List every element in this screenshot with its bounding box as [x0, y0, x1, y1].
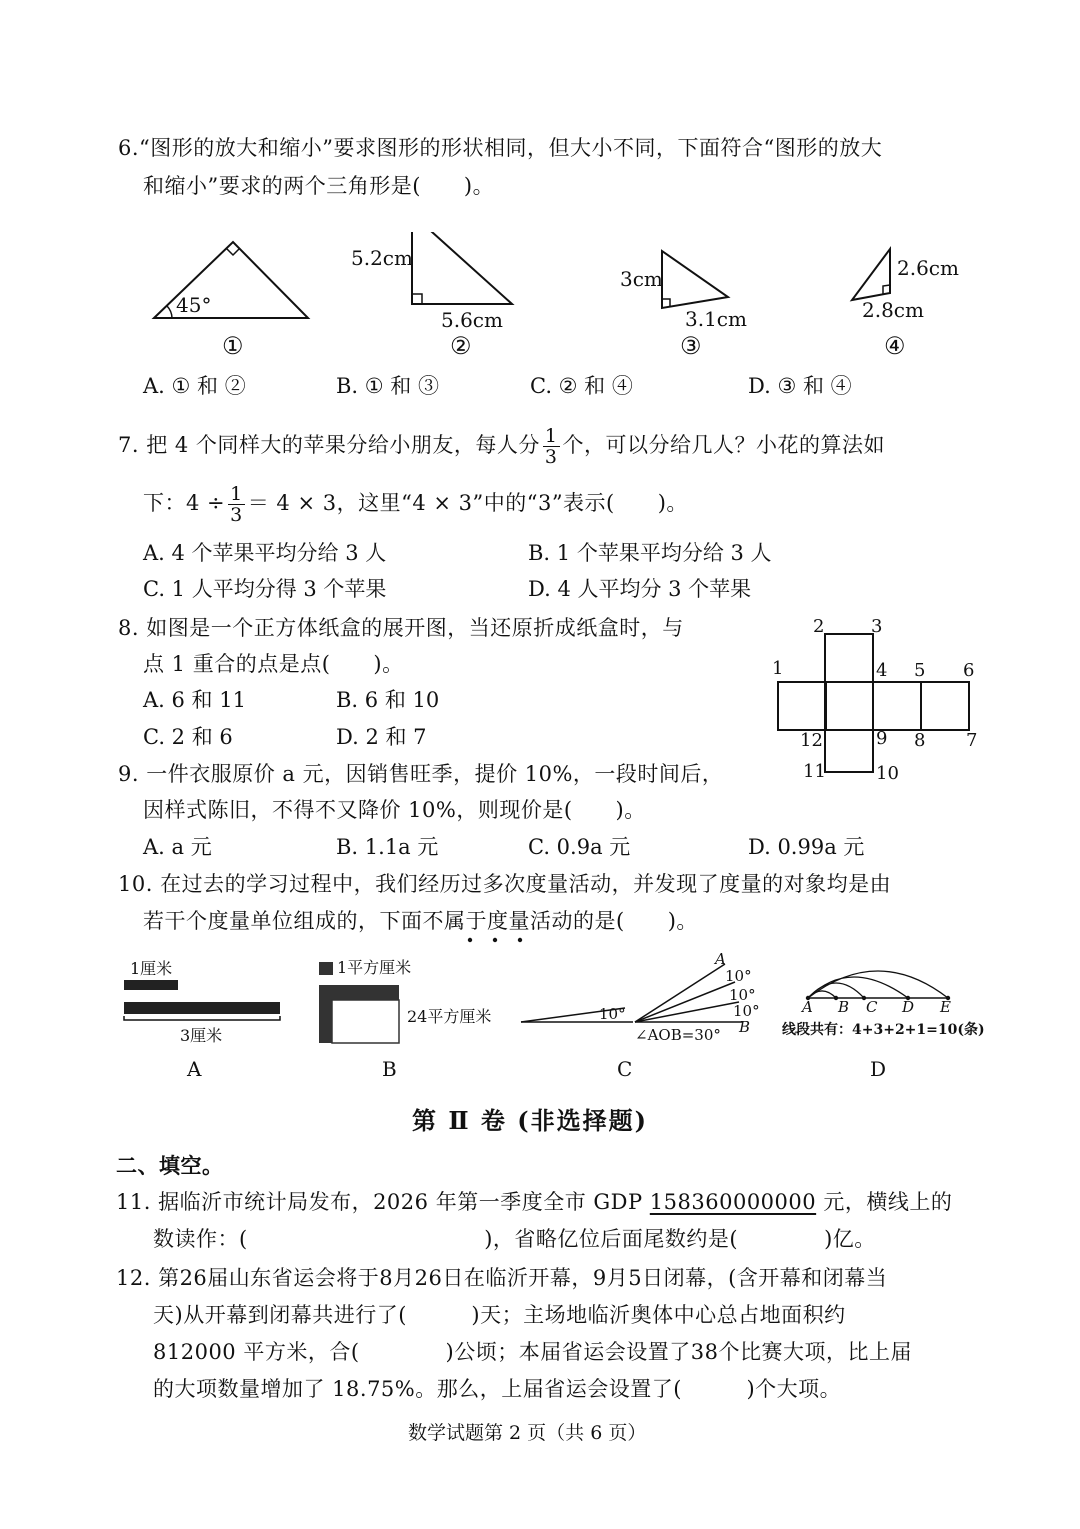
q7-line1-post: 个，可以分给几人？小花的算法如	[562, 433, 886, 457]
fig-a-bottom-label: 3厘米	[180, 1026, 223, 1045]
q10-figure-d	[780, 950, 990, 1045]
q7-option-c: C. 1 人平均分得 3 个苹果	[143, 577, 387, 601]
q12-line2: 天)从开幕到闭幕共进行了( )天；主场地临沂奥体中心总占地面积约	[153, 1303, 846, 1327]
point-10: 10	[876, 763, 899, 784]
q12-line1: 12. 第26届山东省运会将于8月26日在临沂开幕，9月5日闭幕，(含开幕和闭幕当	[116, 1266, 888, 1290]
q11-line2: 数读作：( )，省略亿位后面尾数约是( )亿。	[153, 1227, 876, 1251]
point-6: 6	[963, 660, 975, 681]
part2-title: 第 Ⅱ 卷 (非选择题)	[412, 1106, 649, 1135]
q7-option-a: A. 4 个苹果平均分给 3 人	[143, 541, 387, 565]
fig-c-point-a: A	[715, 950, 726, 968]
tri2-number: ②	[450, 332, 472, 360]
q6-option-b: B. ① 和 ③	[336, 374, 439, 398]
tri1-number: ①	[222, 332, 244, 360]
fig-d-point-d: D	[902, 998, 915, 1016]
fig-c-mark-1: 10°	[725, 967, 752, 985]
triangle-3	[662, 251, 728, 308]
q8-option-c: C. 2 和 6	[143, 725, 233, 749]
q11-line1-post: 元，横线上的	[823, 1190, 953, 1214]
fig-b-area-label: 24平方厘米	[407, 1007, 492, 1026]
fig-d-point-a: A	[802, 998, 813, 1016]
q7-fraction-1	[543, 426, 560, 467]
q9-option-d: D. 0.99a 元	[748, 835, 865, 859]
triangle-2	[412, 232, 512, 304]
q11-line1	[116, 1188, 952, 1216]
q8-line1: 8. 如图是一个正方体纸盒的展开图，当还原折成纸盒时，与	[118, 616, 684, 640]
page-footer: 数学试题第 2 页（共 6 页）	[408, 1422, 647, 1444]
q9-option-b: B. 1.1a 元	[336, 835, 439, 859]
frac-numerator: 1	[544, 425, 558, 447]
q7-line2	[143, 484, 688, 525]
q7-line2-pre: 下：4 ÷	[143, 491, 226, 515]
q10-figure-c	[515, 950, 765, 1045]
q10-figure-a	[118, 958, 288, 1053]
q8-option-b: B. 6 和 10	[336, 688, 440, 712]
point-11: 11	[803, 761, 826, 782]
q7-option-d: D. 4 人平均分 3 个苹果	[528, 577, 752, 601]
fig-b-letter: B	[382, 1057, 397, 1081]
tri3-number: ③	[680, 332, 702, 360]
q9-line1: 9. 一件衣服原价 a 元，因销售旺季，提价 10%，一段时间后，	[118, 762, 724, 786]
tri4-side2: 2.8cm	[862, 298, 924, 322]
fig-c-point-b: B	[739, 1018, 751, 1036]
q6-option-a: A. ① 和 ②	[143, 374, 246, 398]
fig-d-point-e: E	[940, 998, 951, 1016]
fig-d-letter: D	[870, 1057, 887, 1081]
gdp-number: 158360000000	[649, 1190, 817, 1214]
point-3: 3	[871, 616, 883, 637]
section-fill-blank: 二、填空。	[116, 1153, 224, 1178]
fig-c-angle-label: 10°	[599, 1005, 626, 1023]
point-9: 9	[876, 728, 888, 749]
q6-option-d: D. ③ 和 ④	[748, 374, 852, 398]
triangle-4	[852, 249, 890, 300]
q10-line1: 10. 在过去的学习过程中，我们经历过多次度量活动，并发现了度量的对象均是由	[118, 872, 892, 896]
q6-line1: 6.“图形的放大和缩小”要求图形的形状相同，但大小不同，下面符合“图形的放大	[118, 136, 883, 160]
point-1: 1	[772, 658, 784, 679]
fig-d-point-b: B	[838, 998, 850, 1016]
q7-fraction-2	[228, 484, 245, 525]
emphasis-dots	[462, 936, 532, 944]
fig-d-point-c: C	[866, 998, 878, 1016]
tri1-angle: 45°	[176, 293, 212, 317]
frac-denominator: 3	[544, 446, 558, 468]
q8-option-a: A. 6 和 11	[143, 688, 246, 712]
frac-denominator: 3	[230, 504, 243, 526]
fig-c-mark-3: 10°	[733, 1002, 760, 1020]
fig-d-text: 线段共有：4+3+2+1=10(条)	[782, 1022, 985, 1038]
fig-c-mark-2: 10°	[729, 986, 756, 1004]
q7-line2-post: ＝ 4 × 3，这里“4 × 3”中的“3”表示( )。	[247, 491, 688, 515]
q7-line1	[118, 426, 885, 467]
q11-line1-pre: 11. 据临沂市统计局发布，2026 年第一季度全市 GDP	[116, 1190, 643, 1214]
q6-option-c: C. ② 和 ④	[530, 374, 633, 398]
point-7: 7	[966, 730, 978, 751]
q8-line2: 点 1 重合的点是点( )。	[143, 652, 404, 676]
fig-b-unit-label: 1平方厘米	[337, 958, 412, 977]
q7-option-b: B. 1 个苹果平均分给 3 人	[528, 541, 772, 565]
q9-line2: 因样式陈旧，不得不又降价 10%，则现价是( )。	[143, 798, 646, 822]
frac-numerator: 1	[230, 483, 243, 505]
q6-triangles-figure	[140, 232, 990, 362]
tri3-side1: 3cm	[620, 267, 663, 291]
q7-line1-pre: 7. 把 4 个同样大的苹果分给小朋友，每人分	[118, 433, 540, 457]
fig-a-letter: A	[187, 1057, 202, 1081]
q9-option-c: C. 0.9a 元	[528, 835, 631, 859]
point-2: 2	[813, 616, 825, 637]
tri4-side1: 2.6cm	[897, 256, 959, 280]
tri4-number: ④	[884, 332, 906, 360]
point-4: 4	[876, 660, 888, 681]
fig-a-top-label: 1厘米	[130, 959, 173, 978]
point-8: 8	[914, 730, 926, 751]
point-12: 12	[800, 730, 823, 751]
q8-option-d: D. 2 和 7	[336, 725, 427, 749]
q12-line3: 812000 平方米，合( )公顷；本届省运会设置了38个比赛大项，比上届	[153, 1340, 912, 1364]
q6-line2: 和缩小”要求的两个三角形是( )。	[143, 174, 495, 198]
point-5: 5	[914, 660, 926, 681]
q9-option-a: A. a 元	[143, 835, 212, 859]
fig-c-letter: C	[617, 1057, 633, 1081]
tri2-side1: 5.2cm	[351, 246, 413, 270]
tri2-side2: 5.6cm	[441, 308, 503, 332]
tri3-side2: 3.1cm	[685, 307, 747, 331]
q10-line2: 若干个度量单位组成的，下面不属于度量活动的是( )。	[143, 909, 698, 933]
cube-net-figure	[770, 612, 985, 787]
q10-figure-b	[315, 952, 515, 1047]
fig-c-result: ∠AOB=30°	[635, 1026, 721, 1044]
q12-line4: 的大项数量增加了 18.75%。那么，上届省运会设置了( )个大项。	[153, 1377, 842, 1401]
